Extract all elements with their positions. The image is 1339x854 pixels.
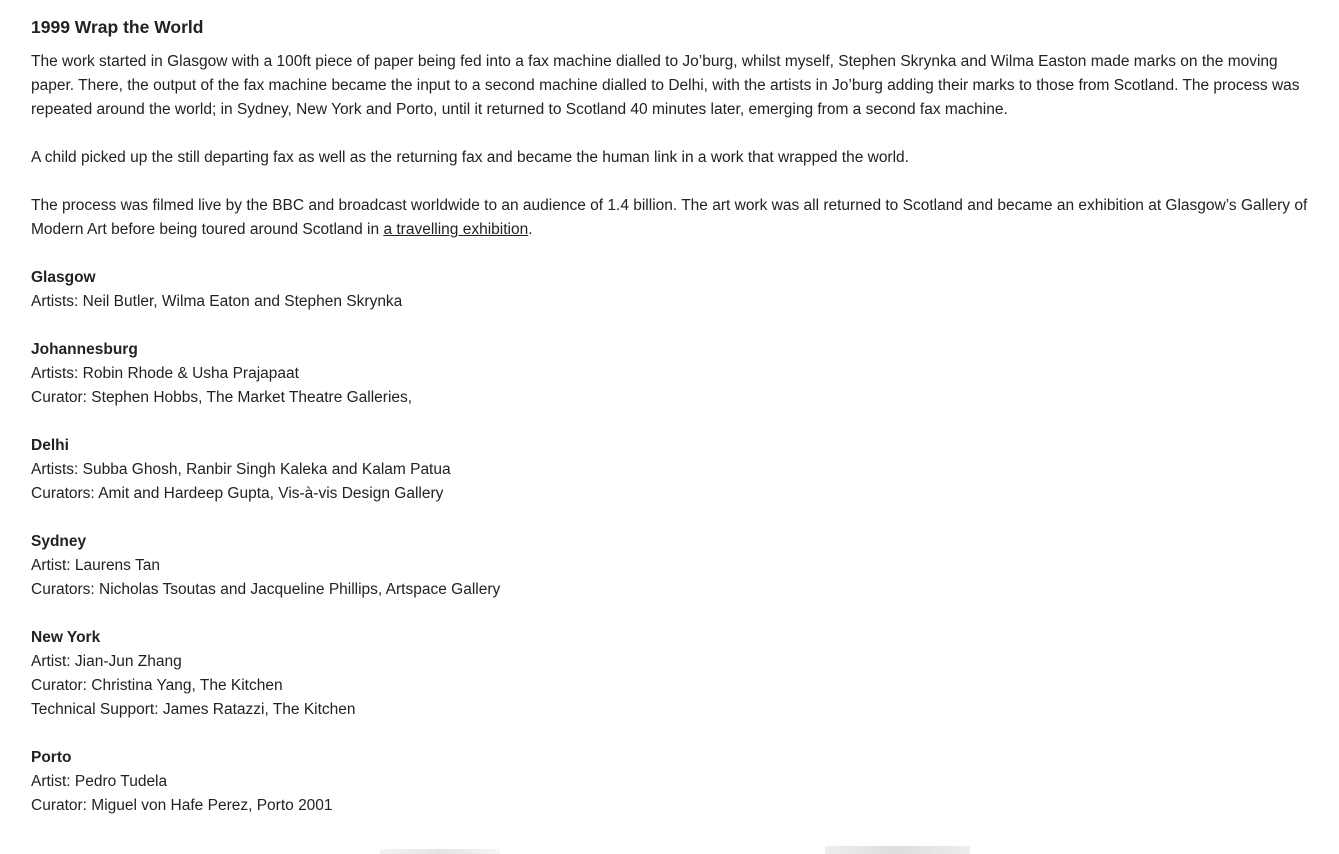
image-fragment <box>825 846 970 854</box>
credit-line: Artist: Laurens Tan <box>31 557 160 574</box>
credit-line: Curator: Stephen Hobbs, The Market Theatre Galleries, <box>31 389 413 406</box>
broadcast-text-end: . <box>528 221 533 238</box>
section-heading: Johannesburg <box>31 341 138 358</box>
broadcast-text: The process was filmed live by the BBC and broadcast worldwide to an audience of 1.4 billion. The art work was all returned to Scotland and became an exhibition at Glasgow’s Gallery of Modern Art before being toured around Scotland in <box>31 197 1308 238</box>
section-new-york <box>31 626 1311 722</box>
section-glasgow <box>31 266 1311 314</box>
intro-paragraph: The work started in Glasgow with a 100ft piece of paper being fed into a fax machine dialled to Jo’burg, whilst myself, Stephen Skrynka and Wilma Easton made marks on the moving paper. There, the output of the fax machine became the input to a second machine dialled to Delhi, with the artists in Jo’burg adding their marks to those from Scotland. The process was repeated around the world; in Sydney, New York and Porto, until it returned to Scotland 40 minutes later, emerging from a second fax machine. <box>31 53 1300 118</box>
section-heading: New York <box>31 629 101 646</box>
section-heading: Porto <box>31 749 72 766</box>
credit-line: Artists: Neil Butler, Wilma Eaton and Stephen Skrynka <box>31 293 403 310</box>
section-heading: Sydney <box>31 533 87 550</box>
section-porto <box>31 746 1311 818</box>
article-content <box>31 14 1311 842</box>
section-heading: Glasgow <box>31 269 96 286</box>
credit-line: Curator: Miguel von Hafe Perez, Porto 2001 <box>31 797 333 814</box>
section-sydney <box>31 530 1311 602</box>
credit-line: Curator: Christina Yang, The Kitchen <box>31 677 283 694</box>
child-paragraph: A child picked up the still departing fax as well as the returning fax and became the human link in a work that wrapped the world. <box>31 149 909 166</box>
credit-line: Curators: Nicholas Tsoutas and Jacqueline Phillips, Artspace Gallery <box>31 581 501 598</box>
credit-line: Artist: Jian-Jun Zhang <box>31 653 182 670</box>
travelling-exhibition-link[interactable]: a travelling exhibition <box>383 221 529 238</box>
page-title: 1999 Wrap the World <box>31 17 204 37</box>
section-delhi <box>31 434 1311 506</box>
broadcast-paragraph <box>31 194 1311 242</box>
credit-line: Curators: Amit and Hardeep Gupta, Vis-à-vis Design Gallery <box>31 485 444 502</box>
section-heading: Delhi <box>31 437 69 454</box>
credit-line: Technical Support: James Ratazzi, The Kitchen <box>31 701 356 718</box>
section-johannesburg <box>31 338 1311 410</box>
credit-line: Artists: Subba Ghosh, Ranbir Singh Kaleka and Kalam Patua <box>31 461 451 478</box>
image-fragment <box>380 849 500 854</box>
image-preview-edge <box>380 846 980 854</box>
credit-line: Artists: Robin Rhode & Usha Prajapaat <box>31 365 299 382</box>
credit-line: Artist: Pedro Tudela <box>31 773 168 790</box>
